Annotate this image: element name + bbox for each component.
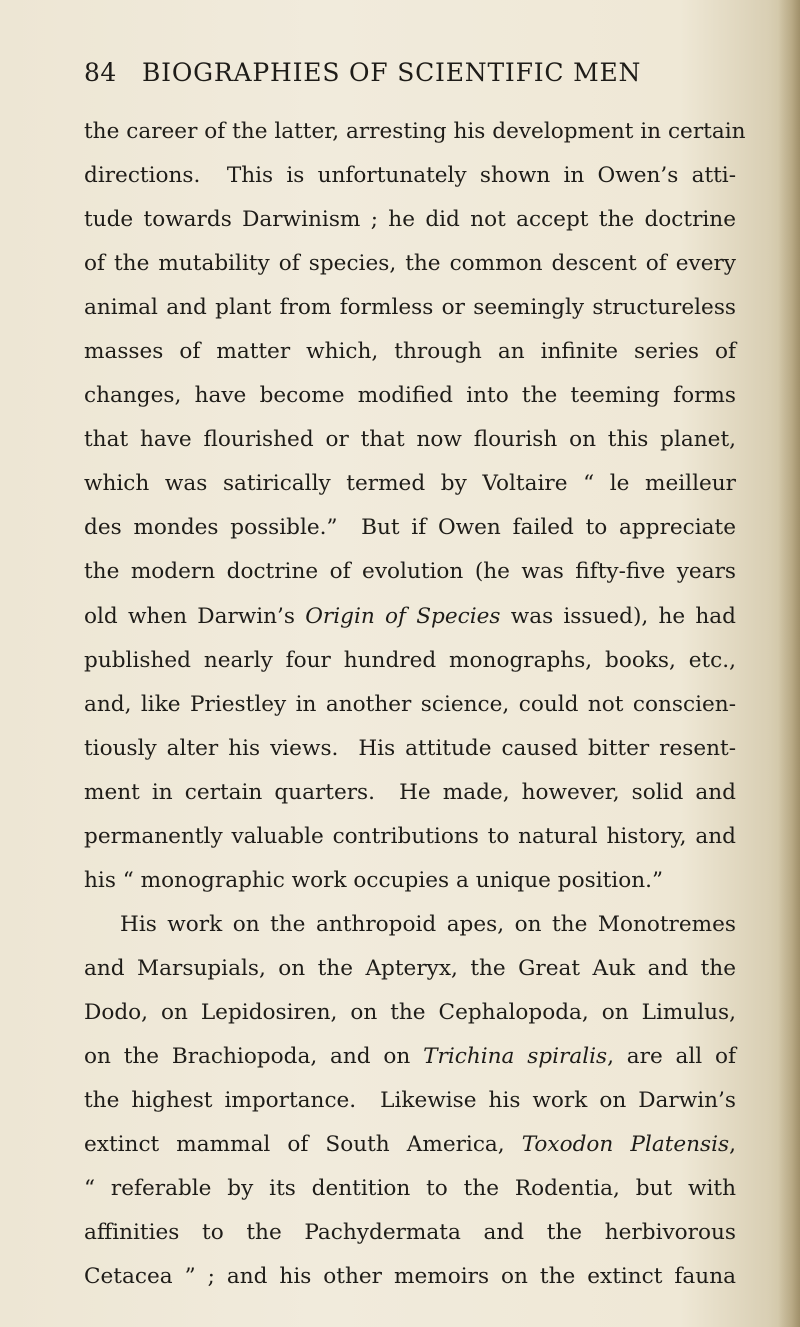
text-line bbox=[84, 330, 736, 374]
text-span: the career of the latter, arresting his development in certain bbox=[84, 119, 746, 144]
text-line bbox=[84, 903, 736, 947]
text-line bbox=[84, 1255, 736, 1299]
text-span: was issued), he had bbox=[500, 603, 736, 629]
text-line bbox=[84, 1167, 736, 1211]
text-span: “ referable by its dentition to the Rodentia, but with bbox=[84, 1176, 736, 1202]
text-line bbox=[84, 198, 736, 242]
text-line bbox=[84, 1211, 736, 1255]
text-span: ment in certain quarters. He made, however, solid and bbox=[84, 779, 736, 805]
italic-text: Toxodon Platensis bbox=[521, 1132, 730, 1158]
text-span: directions. This is unfortunately shown in Owen’s atti- bbox=[84, 163, 736, 189]
text-span: on the Brachiopoda, and on bbox=[84, 1043, 424, 1069]
text-span: extinct mammal of South America, bbox=[84, 1132, 522, 1158]
text-line bbox=[84, 110, 746, 154]
text-line bbox=[84, 1035, 736, 1079]
body-text bbox=[84, 110, 746, 1299]
text-line bbox=[84, 727, 736, 771]
text-span: his “ monographic work occupies a unique position.” bbox=[84, 867, 664, 893]
text-span: the highest importance. Likewise his work on Darwin’s bbox=[84, 1088, 736, 1114]
text-line bbox=[84, 1079, 736, 1123]
text-line bbox=[84, 418, 736, 462]
page-edge-shadow bbox=[778, 0, 800, 1327]
text-line bbox=[84, 815, 736, 859]
text-span: and, like Priestley in another science, could not conscien- bbox=[84, 691, 736, 717]
text-line bbox=[84, 1123, 736, 1167]
text-span: masses of matter which, through an infinite series of bbox=[84, 339, 736, 365]
italic-text: Origin of Species bbox=[305, 603, 501, 629]
text-line bbox=[84, 991, 736, 1035]
text-line bbox=[84, 374, 736, 418]
text-span: and Marsupials, on the Apteryx, the Great Auk and the bbox=[84, 955, 736, 981]
text-line bbox=[84, 771, 736, 815]
text-span: of the mutability of species, the common descent of every bbox=[84, 251, 736, 277]
text-line bbox=[84, 947, 736, 991]
text-span: old when Darwin’s bbox=[84, 603, 306, 629]
text-span: des mondes possible.” But if Owen failed to appreciate bbox=[84, 515, 736, 541]
text-span: affinities to the Pachydermata and the herbivorous bbox=[84, 1220, 736, 1246]
text-line bbox=[84, 154, 736, 198]
text-line bbox=[84, 506, 736, 550]
text-span: tiously alter his views. His attitude caused bitter resent- bbox=[84, 735, 736, 761]
text-line bbox=[84, 595, 736, 639]
text-span: that have flourished or that now flourish on this planet, bbox=[84, 427, 736, 453]
text-span: , bbox=[729, 1132, 736, 1158]
page-header bbox=[84, 58, 744, 98]
text-span: permanently valuable contributions to natural history, and bbox=[84, 823, 736, 849]
page-number: 84 bbox=[84, 58, 117, 87]
text-span: the modern doctrine of evolution (he was fifty-five years bbox=[84, 559, 736, 585]
text-span: published nearly four hundred monographs, books, etc., bbox=[84, 647, 736, 673]
text-line bbox=[84, 550, 736, 594]
text-line bbox=[84, 462, 736, 506]
italic-text: Trichina spiralis bbox=[423, 1043, 608, 1069]
text-span: which was satirically termed by Voltaire “ le meilleur bbox=[84, 471, 736, 497]
text-line bbox=[84, 639, 736, 683]
running-head: BIOGRAPHIES OF SCIENTIFIC MEN bbox=[142, 58, 642, 87]
text-line bbox=[84, 242, 736, 286]
text-span: Dodo, on Lepidosiren, on the Cephalopoda, on Limulus, bbox=[84, 999, 736, 1025]
text-span: tude towards Darwinism ; he did not accept the doctrine bbox=[84, 207, 736, 233]
text-line bbox=[84, 286, 736, 330]
text-span: His work on the anthropoid apes, on the Monotremes bbox=[120, 911, 736, 937]
text-span: changes, have become modified into the teeming forms bbox=[84, 383, 736, 409]
text-line bbox=[84, 859, 736, 903]
text-line bbox=[84, 683, 736, 727]
text-span: animal and plant from formless or seemingly structureless bbox=[84, 295, 736, 321]
text-span: , are all of bbox=[607, 1043, 736, 1069]
text-span: Cetacea ” ; and his other memoirs on the extinct fauna bbox=[84, 1264, 736, 1290]
